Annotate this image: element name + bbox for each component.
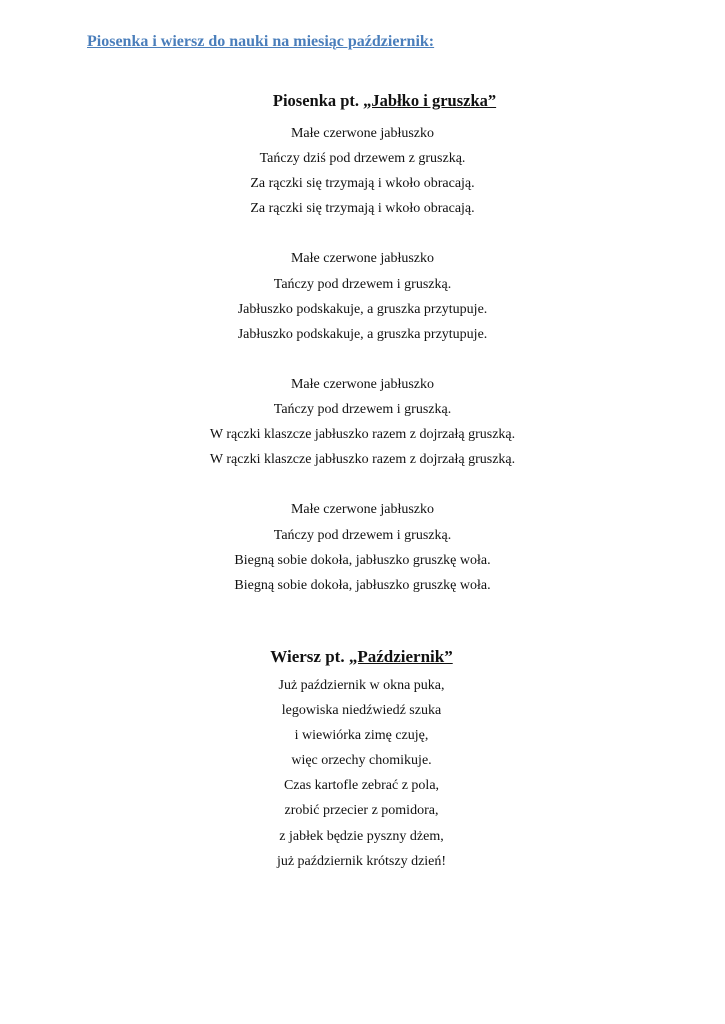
- song-stanza-2: [0, 246, 725, 346]
- song-stanza-3: [0, 372, 725, 472]
- lyric-line: Za rączki się trzymają i wkoło obracają.: [250, 176, 475, 192]
- lyric-line: Małe czerwone jabłuszko: [290, 251, 435, 267]
- poem-line: Już październik w okna puka,: [278, 678, 445, 693]
- poem-line: z jabłek będzie pyszny dżem,: [279, 828, 444, 844]
- page-heading: Piosenka i wiersz do nauki na miesiąc październik:: [87, 33, 435, 50]
- lyric-line: Małe czerwone jabłuszko: [290, 126, 435, 141]
- poem-title: [0, 647, 724, 667]
- poem-verses: [0, 673, 724, 874]
- song-title: [22, 91, 725, 111]
- poem-line: legowiska niedźwiedź szuka: [281, 703, 442, 719]
- lyric-line: Małe czerwone jabłuszko: [290, 502, 435, 518]
- song-stanza-4: [0, 497, 725, 597]
- song-stanza-1: [0, 121, 725, 221]
- lyric-line: Jabłuszko podskakuje, a gruszka przytupuje.: [237, 301, 488, 317]
- song-lyrics: [0, 121, 725, 598]
- lyric-line: Jabłuszko podskakuje, a gruszka przytupuje.: [237, 326, 488, 342]
- poem-line: już październik krótszy dzień!: [276, 853, 447, 869]
- lyric-line: Biegną sobie dokoła, jabłuszko gruszkę woła.: [234, 552, 491, 568]
- lyric-line: Biegną sobie dokoła, jabłuszko gruszkę woła.: [234, 577, 491, 593]
- poem-line: Czas kartofle zebrać z pola,: [283, 778, 440, 794]
- song-title-name: „Jabłko i gruszka”: [363, 91, 497, 110]
- poem-line: więc orzechy chomikuje.: [291, 753, 432, 769]
- lyric-line: Tańczy pod drzewem i gruszką.: [273, 527, 452, 543]
- lyric-line: Tańczy pod drzewem i gruszką.: [273, 402, 452, 418]
- song-title-prefix: Piosenka pt.: [272, 91, 364, 110]
- lyric-line: Za rączki się trzymają i wkoło obracają.: [250, 201, 475, 217]
- lyric-line: W rączki klaszcze jabłuszko razem z dojrzałą gruszką.: [209, 427, 516, 443]
- poem-title-name: „Październik”: [348, 647, 453, 666]
- poem-line: zrobić przecier z pomidora,: [284, 803, 439, 819]
- poem-line: i wiewiórka zimę czuję,: [294, 728, 429, 744]
- lyric-line: W rączki klaszcze jabłuszko razem z dojrzałą gruszką.: [209, 452, 516, 468]
- lyric-line: Małe czerwone jabłuszko: [290, 376, 435, 392]
- poem-title-prefix: Wiersz pt.: [270, 647, 349, 666]
- lyric-line: Tańczy pod drzewem i gruszką.: [273, 276, 452, 292]
- lyric-line: Tańczy dziś pod drzewem z gruszką.: [259, 151, 466, 167]
